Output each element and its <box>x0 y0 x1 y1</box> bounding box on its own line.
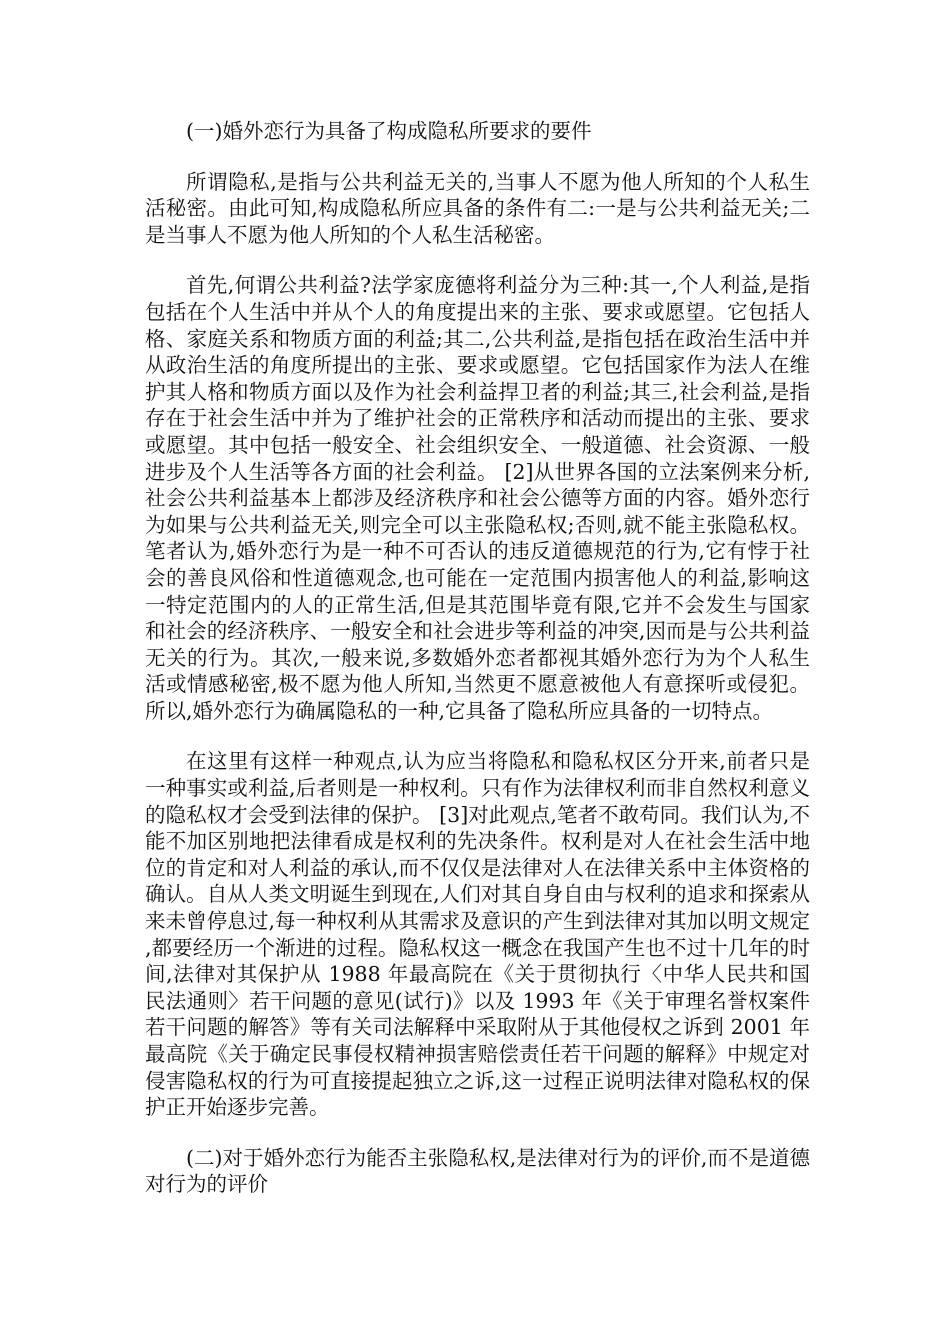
paragraph-public-interest: 首先,何谓公共利益?法学家庞德将利益分为三种:其一,个人利益,是指包括在个人生活中并从个人的角度提出来的主张、要求或愿望。它包括人格、家庭关系和物质方面的利益;其二,公共利益,是指包括在政治生活中并从政治生活的角度所提出的主张、要求或愿望。它包括国家作为法人在维护其人格和物质方面以及作为社会利益捍卫者的利益;其三,社会利益,是指存在于社会生活中并为了维护社会的正常秩序和活动而提出的主张、要求或愿望。其中包括一般安全、社会组织安全、一般道德、社会资源、一般进步及个人生活等各方面的社会利益。 [2]从世界各国的立法案例来分析,社会公共利益基本上都涉及经济秩序和社会公德等方面的内容。婚外恋行为如果与公共利益无关,则完全可以主张隐私权;否则,就不能主张隐私权。笔者认为,婚外恋行为是一种不可否认的违反道德规范的行为,它有悖于社会的善良风俗和性道德观念,也可能在一定范围内损害他人的利益,影响这一特定范围内的人的正常生活,但是其范围毕竟有限,它并不会发生与国家和社会的经济秩序、一般安全和社会进步等利益的冲突,因而是与公共利益无关的行为。其次,一般来说,多数婚外恋者都视其婚外恋行为为个人私生活或情感秘密,极不愿为他人所知,当然更不愿意被他人有意探听或侵犯。所以,婚外恋行为确属隐私的一种,它具备了隐私所应具备的一切特点。 <box>145 273 810 723</box>
paragraph-privacy-right-view: 在这里有这样一种观点,认为应当将隐私和隐私权区分开来,前者只是一种事实或利益,后者则是一种权利。只有作为法律权利而非自然权利意义的隐私权才会受到法律的保护。 [3]对此观点,笔者不敢苟同。我们认为,不能不加区别地把法律看成是权利的先决条件。权利是对人在社会生活中地位的肯定和对人利益的承认,而不仅仅是法律对人在法律关系中主体资格的确认。自从人类文明诞生到现在,人们对其自身自由与权利的追求和探索从来未曾停息过,每一种权利从其需求及意识的产生到法律对其加以明文规定,都要经历一个渐进的过程。隐私权这一概念在我国产生也不过十几年的时间,法律对其保护从 1988 年最高院在《关于贯彻执行〈中华人民共和国民法通则〉若干问题的意见(试行)》以及 1993 年《关于审理名誉权案件若干问题的解答》等有关司法解释中采取附从于其他侵权之诉到 2001 年最高院《关于确定民事侵权精神损害赔偿责任若干问题的解释》中规定对侵害隐私权的行为可直接提起独立之诉,这一过程正说明法律对隐私权的保护正开始逐步完善。 <box>145 749 810 1120</box>
section-heading-1: (一)婚外恋行为具备了构成隐私所要求的要件 <box>186 119 592 143</box>
paragraph-privacy-definition: 所谓隐私,是指与公共利益无关的,当事人不愿为他人所知的个人私生活秘密。由此可知,构成隐私所应具备的条件有二:一是与公共利益无关;二是当事人不愿为他人所知的个人私生活秘密。 <box>145 169 810 247</box>
section-heading-2: (二)对于婚外恋行为能否主张隐私权,是法律对行为的评价,而不是道德对行为的评价 <box>145 1145 810 1197</box>
document-body <box>145 118 810 1222</box>
